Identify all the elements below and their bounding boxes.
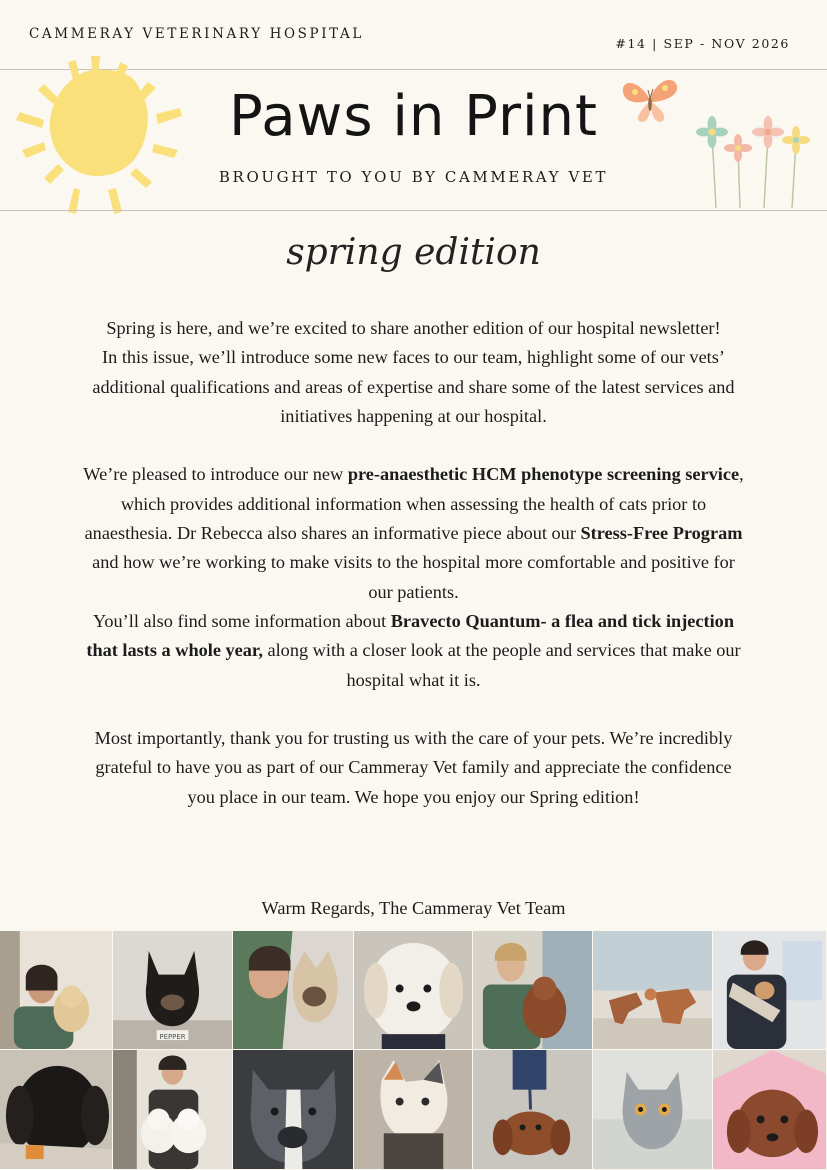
gallery-photo	[113, 1050, 233, 1170]
photo-caption: PEPPER	[159, 1033, 186, 1042]
issue-number: #14 | SEP - NOV 2026	[615, 36, 790, 51]
intro-paragraph-2: In this issue, we’ll introduce some new faces to our team, highlight some of our vets’ additional qualifications and areas of expertise and share some of the latest services and initiatives happening at our hospital.	[92, 347, 735, 426]
intro-paragraph-1: Spring is here, and we’re excited to share another edition of our hospital newsletter!	[106, 318, 721, 338]
hospital-name: CAMMERAY VETERINARY HOSPITAL	[29, 26, 364, 42]
intro-text	[80, 314, 747, 812]
photo-gallery	[0, 931, 827, 1170]
gallery-photo	[593, 1050, 713, 1170]
sign-off: Warm Regards, The Cammeray Vet Team	[261, 898, 566, 918]
masthead-title: Paws in Print	[228, 84, 598, 149]
intro-paragraph-3: We’re pleased to introduce our new pre-anaesthetic HCM phenotype screening service, which provides additional information when assessing the health of cats prior to anaesthesia. Dr Rebecca also shares an informative piece about our Stress-Free Program and how we’re working to make visits to the hospital more comfortable and positive for our patients.	[83, 464, 744, 602]
gallery-photo	[473, 931, 593, 1050]
gallery-photo	[233, 1050, 354, 1170]
gallery-photo	[354, 931, 473, 1050]
gallery-photo	[473, 1050, 593, 1170]
intro-paragraph-5: Most importantly, thank you for trusting us with the care of your pets. We’re incredibly grateful to have you as part of our Cammeray Vet family and appreciate the confidence you place in our team. We hope you enjoy our Spring edition!	[94, 728, 733, 807]
stress-free-highlight: Stress-Free Program	[580, 523, 743, 544]
tagline: BROUGHT TO YOU BY CAMMERAY VET	[218, 168, 609, 186]
gallery-photo	[0, 1050, 113, 1170]
gallery-photo	[713, 931, 827, 1050]
gallery-photo	[354, 1050, 473, 1170]
intro-paragraph-4: You’ll also find some information about Bravecto Quantum- a flea and tick injection that lasts a whole year, along with a closer look at the people and services that make our hospital what it is.	[86, 610, 741, 690]
hcm-screening-highlight: pre-anaesthetic HCM phenotype screening service	[347, 464, 740, 485]
header-bottom-rule	[0, 210, 827, 211]
gallery-photo	[713, 1050, 827, 1170]
bravecto-highlight: Bravecto Quantum- a flea and tick injection that lasts a whole year,	[86, 610, 734, 661]
gallery-photo	[233, 931, 354, 1050]
edition-title: spring edition	[286, 232, 541, 273]
gallery-photo	[593, 931, 713, 1050]
gallery-photo	[0, 931, 113, 1050]
gallery-photo	[113, 931, 233, 1050]
